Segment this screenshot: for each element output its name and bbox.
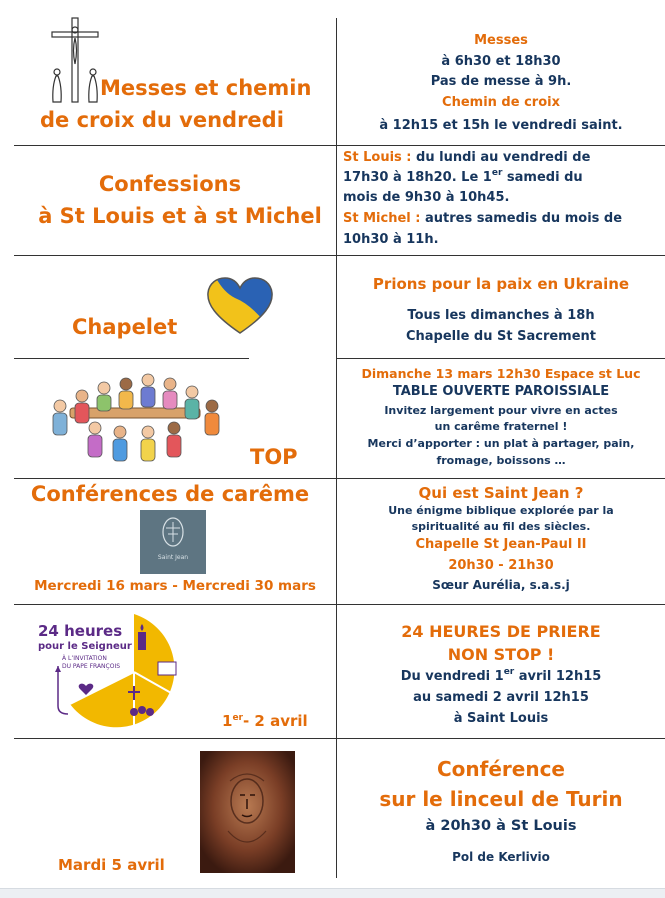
24h-line1a: Du vendredi 1 [400,669,504,684]
row-divider [14,358,249,359]
row1-title-line1: Messes et chemin [100,76,312,100]
row-divider [14,604,665,605]
shroud-time: à 20h30 à St Louis [425,818,577,834]
24h-logo-pope: DU PAPE FRANÇOIS [62,663,121,670]
row-divider [14,738,665,739]
ukraine-line1: Tous les dimanches à 18h [407,308,595,323]
row-divider [14,255,665,256]
row2-title-line1: Confessions [98,172,242,196]
stmichel-line2: 10h30 à 11h. [343,232,439,247]
chemin-times: à 12h15 et 15h le vendredi saint. [379,118,623,133]
messes-heading: Messes [474,33,528,48]
24h-line1-sup: er [503,667,515,677]
row1-title-line2: de croix du vendredi [40,108,284,132]
stlouis-line3: mois de 9h30 à 10h45. [343,190,510,205]
row-divider [14,478,665,479]
tables-line2: un carême fraternel ! [434,420,568,433]
tables-date-line: Dimanche 13 mars 12h30 Espace st Luc [361,366,641,381]
stlouis-text1: du lundi au vendredi de [411,150,591,165]
24h-logo-title: 24 heures [38,622,123,640]
stlouis-line1 [343,150,590,165]
top-label: TOP [250,445,298,469]
stmichel-line1 [343,211,622,226]
saint-jean-desc2: spiritualité au fil des siècles. [411,520,591,533]
24h-logo-subtitle: pour le Seigneur [38,641,132,652]
stlouis-text2a: 17h30 à 18h20. Le 1 [343,170,492,185]
book-cover-title: Saint Jean [157,554,189,561]
24h-logo-invitation: À L’INVITATION [62,655,107,662]
24h-date-sup: er [232,713,243,723]
24h-line3: à Saint Louis [453,711,549,726]
heart-icon [205,276,275,336]
stlouis-text2b: samedi du [502,170,583,185]
shroud-image [200,751,295,873]
row-divider [336,358,665,359]
24h-line2: au samedi 2 avril 12h15 [413,690,589,705]
24h-dates [222,712,308,730]
saint-jean-time: 20h30 - 21h30 [448,558,554,573]
messes-times: à 6h30 et 18h30 [441,54,561,69]
shroud-heading1: Conférence [436,757,565,781]
stlouis-label: St Louis : [343,150,412,165]
crucifix-icon [48,16,106,104]
conferences-title: Conférences de carême [30,482,310,506]
tables-line3: Merci d’apporter : un plat à partager, pain, [367,437,635,450]
24h-line1b: avril 12h15 [514,669,602,684]
ukraine-heading: Prions pour la paix en Ukraine [372,275,630,293]
stmichel-text1: autres samedis du mois de [420,211,623,226]
shroud-speaker: Pol de Kerlivio [452,850,550,864]
no-mass-text: Pas de messe à 9h. [430,74,572,89]
stlouis-line2 [343,170,583,185]
shroud-heading2: sur le linceul de Turin [379,787,623,811]
shroud-date: Mardi 5 avril [58,856,165,874]
tables-line1: Invitez largement pour vivre en actes [384,404,618,417]
book-cover-image [140,510,206,574]
24h-line1 [337,669,665,684]
24h-date-a: 1 [222,712,233,730]
stmichel-label: St Michel : [343,211,421,226]
chapelet-title: Chapelet [72,315,178,339]
saint-jean-question: Qui est Saint Jean ? [418,484,584,502]
saint-jean-place: Chapelle St Jean-Paul II [415,537,587,552]
row-divider [14,145,665,146]
24h-heading1: 24 HEURES DE PRIERE [401,622,601,641]
saint-jean-desc1: Une énigme biblique explorée par la [388,504,614,517]
24h-heading2: NON STOP ! [447,645,555,664]
shared-table-illustration [40,366,230,466]
conferences-dates: Mercredi 16 mars - Mercredi 30 mars [34,578,316,594]
chemin-heading: Chemin de croix [442,95,560,110]
tables-heading: TABLE OUVERTE PAROISSIALE [392,384,610,399]
24h-date-b: - 2 avril [242,712,308,730]
stlouis-sup: er [491,168,503,178]
saint-jean-speaker: Sœur Aurélia, s.a.s.j [432,578,570,592]
tables-line4: fromage, boissons … [436,454,566,467]
row2-title-line2: à St Louis et à st Michel [38,204,322,228]
ukraine-line2: Chapelle du St Sacrement [405,329,597,344]
